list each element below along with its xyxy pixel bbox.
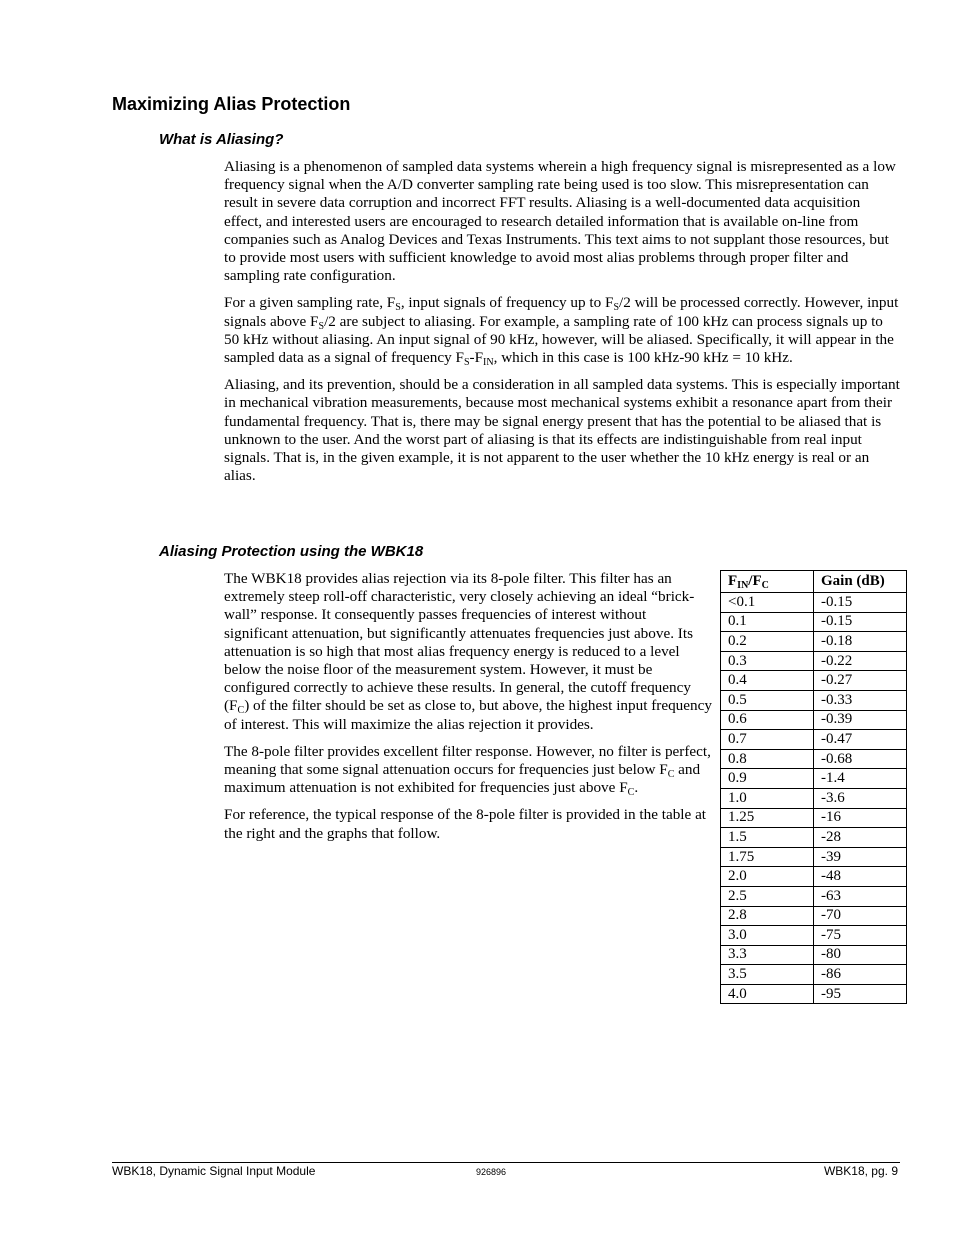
frequency-ratio-cell: 2.8 [721, 906, 814, 926]
table-row [721, 690, 907, 710]
paragraph: For a given sampling rate, $F_S$, input signals of frequency up to $F_S/2$ will be processed correctly. However, input signals above $F_S/2$ are subject to aliasing. For example, a sampling rate of 100 kHz can process signals up to 50 kHz without aliasing. An input signal of 90 kHz, however, will be aliased. Specifically, it will appear in the sampled data as a signal of frequency $F_S-F_{IN}$, which in this case is 100 kHz-90 kHz = 10 kHz. [224, 294, 899, 369]
frequency-ratio-cell: 1.25 [721, 808, 814, 828]
frequency-ratio-cell: 0.8 [721, 749, 814, 769]
table-row [721, 612, 907, 632]
gain-cell: -39 [814, 847, 907, 867]
footer-divider [112, 1162, 900, 1163]
table-row [721, 926, 907, 946]
gain-cell: -0.68 [814, 749, 907, 769]
table-row [721, 593, 907, 613]
gain-cell: -75 [814, 926, 907, 946]
frequency-ratio-cell: 0.6 [721, 710, 814, 730]
frequency-ratio-cell: 4.0 [721, 984, 814, 1004]
gain-cell: -80 [814, 945, 907, 965]
filter-response-table [720, 570, 907, 1004]
gain-cell: -48 [814, 867, 907, 887]
gain-cell: -86 [814, 965, 907, 985]
table-row [721, 671, 907, 691]
gain-cell: -28 [814, 828, 907, 848]
table-row [721, 945, 907, 965]
table-row [721, 749, 907, 769]
frequency-ratio-cell: 0.3 [721, 651, 814, 671]
table-row [721, 886, 907, 906]
table-row [721, 847, 907, 867]
frequency-ratio-cell: 0.7 [721, 730, 814, 750]
table-row [721, 867, 907, 887]
frequency-ratio-cell: 1.0 [721, 788, 814, 808]
table-row [721, 730, 907, 750]
frequency-ratio-cell: 2.0 [721, 867, 814, 887]
page-heading: Maximizing Alias Protection [112, 94, 351, 114]
frequency-ratio-cell: 1.75 [721, 847, 814, 867]
footer-document-number: 926896 [476, 1167, 507, 1177]
footer-page-number: WBK18, pg. 9 [823, 1164, 898, 1178]
table-body [721, 593, 907, 1004]
gain-cell: -3.6 [814, 788, 907, 808]
section-title-aliasing-protection: Aliasing Protection using the WBK18 [159, 543, 424, 560]
footer-document-title: WBK18, Dynamic Signal Input Module [112, 1164, 316, 1178]
gain-cell: -0.15 [814, 612, 907, 632]
table-row [721, 651, 907, 671]
gain-cell: -0.33 [814, 690, 907, 710]
frequency-ratio-cell: 3.3 [721, 945, 814, 965]
frequency-ratio-cell: 0.1 [721, 612, 814, 632]
section-title-what-is-aliasing: What is Aliasing? [159, 131, 284, 148]
column-header-frequency-ratio: $F_{IN}/F_C$ [721, 571, 814, 593]
paragraph: The 8-pole filter provides excellent filter response. However, no filter is perfect, meaning that some signal attenuation occurs for frequencies just below $F_C$ and maximum attenuation is not exhibited for frequencies just above $F_C$. [224, 742, 711, 799]
table-row [721, 788, 907, 808]
gain-cell: -0.15 [814, 593, 907, 613]
column-header-gain: Gain (dB) [814, 571, 907, 593]
table-row [721, 906, 907, 926]
frequency-ratio-cell: 3.0 [721, 926, 814, 946]
gain-cell: -16 [814, 808, 907, 828]
paragraph: The WBK18 provides alias rejection via its 8-pole filter. This filter has an extremely steep roll-off characteristic, very closely achieving an ideal “brick-wall” response. It consequently passes frequencies of interest without significant attenuation, but significantly attenuates frequencies just above. Its attenuation is so high that most alias frequency energy is reduced to a level below the noise floor of the measurement system. However, it must be configured correctly to achieve these results. In general, the cutoff frequency $(F_C)$ of the filter should be set as close to, but above, the highest input frequency of interest. This will maximize the alias rejection it provides. [224, 570, 712, 733]
gain-cell: -0.18 [814, 632, 907, 652]
gain-cell: -1.4 [814, 769, 907, 789]
gain-cell: -0.47 [814, 730, 907, 750]
gain-cell: -95 [814, 984, 907, 1004]
frequency-ratio-cell: 0.5 [721, 690, 814, 710]
paragraph: For reference, the typical response of the 8-pole filter is provided in the table at the right and the graphs that follow. [224, 806, 707, 842]
table-header-row [721, 571, 907, 593]
section-aliasing-protection-body [224, 570, 714, 852]
table-row [721, 710, 907, 730]
paragraph: Aliasing is a phenomenon of sampled data systems wherein a high frequency signal is misrepresented as a low frequency signal when the A/D converter sampling rate being used is too slow. This misrepresentation can result in severe data corruption and incorrect FFT results. Aliasing is a well-documented data acquisition effect, and interested users are encouraged to research detailed information that is available on-line from companies such as Analog Devices and Texas Instruments. This text aims to not supplant those resources, but to provide most users with sufficient knowledge to avoid most alias problems through proper filter and sampling rate configuration. [224, 158, 896, 285]
gain-cell: -0.39 [814, 710, 907, 730]
table-row [721, 984, 907, 1004]
table-row [721, 808, 907, 828]
paragraph: Aliasing, and its prevention, should be a consideration in all sampled data systems. This is especially important in mechanical vibration measurements, because most mechanical systems exhibit a resonance apart from their fundamental frequency. That is, there may be signal energy present that has the potential to be aliased that is unknown to the user. And the worst part of aliasing is that its effects are indistinguishable from real input signals. That is, in the given example, it is not apparent to the user whether the 10 kHz energy is real or an alias. [224, 376, 900, 485]
table-row [721, 769, 907, 789]
gain-cell: -63 [814, 886, 907, 906]
frequency-ratio-cell: 1.5 [721, 828, 814, 848]
table-row [721, 632, 907, 652]
section-what-is-aliasing-body [224, 158, 900, 494]
frequency-ratio-cell: 0.2 [721, 632, 814, 652]
gain-cell: -0.27 [814, 671, 907, 691]
table-row [721, 965, 907, 985]
frequency-ratio-cell: 0.9 [721, 769, 814, 789]
frequency-ratio-cell: <0.1 [721, 593, 814, 613]
gain-cell: -70 [814, 906, 907, 926]
frequency-ratio-cell: 2.5 [721, 886, 814, 906]
gain-cell: -0.22 [814, 651, 907, 671]
table-row [721, 828, 907, 848]
frequency-ratio-cell: 0.4 [721, 671, 814, 691]
frequency-ratio-cell: 3.5 [721, 965, 814, 985]
